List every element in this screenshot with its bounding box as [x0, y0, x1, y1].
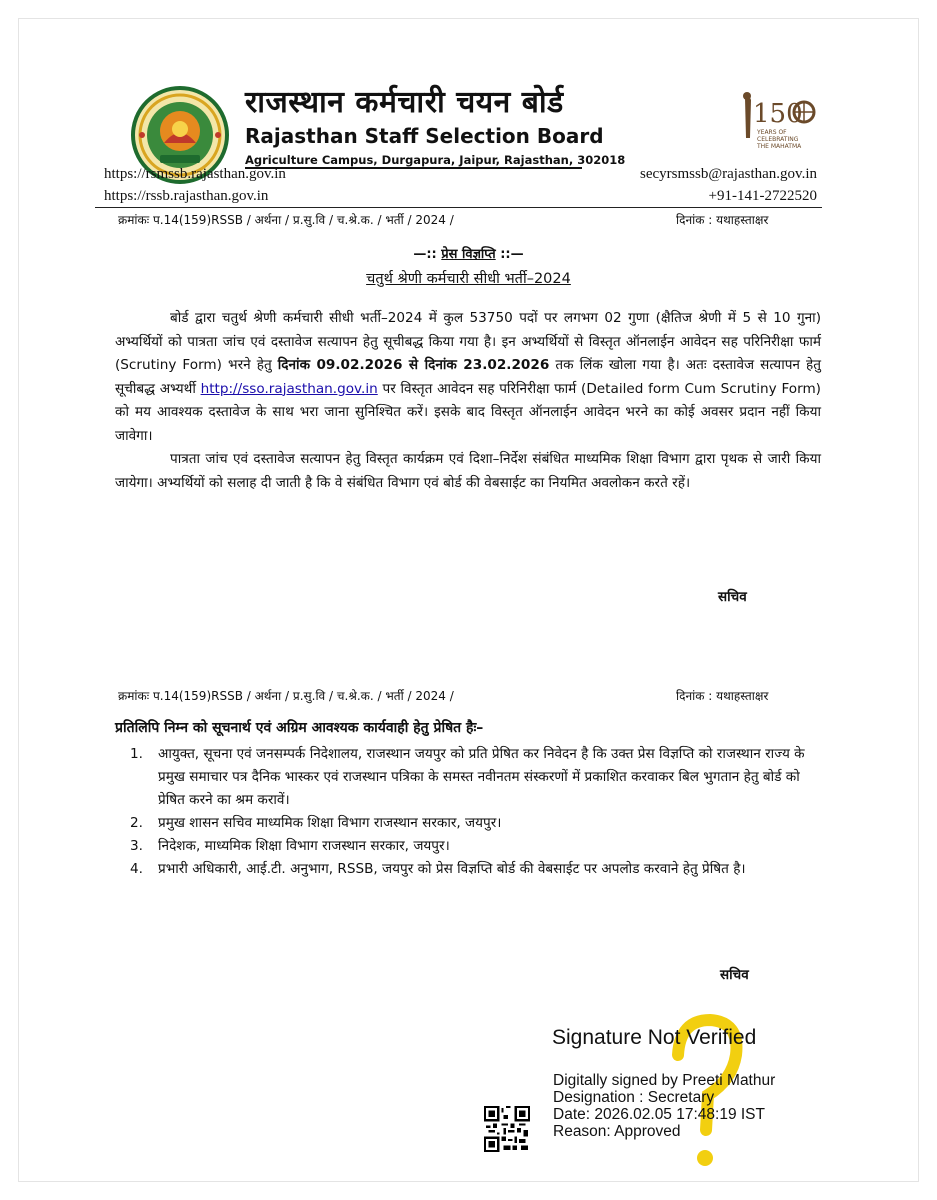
reference-date: दिनांक : यथाहस्ताक्षर [676, 213, 769, 227]
phone-number: +91-141-2722520 [708, 188, 817, 204]
website-link-2[interactable]: https://rssb.rajasthan.gov.in [104, 188, 269, 204]
anniversary-tagline-2: CELEBRATING [757, 136, 799, 143]
header-underline [245, 167, 582, 169]
sso-portal-link[interactable]: http://sso.rajasthan.gov.in [200, 380, 378, 397]
signer-designation: Designation : Secretary [553, 1089, 715, 1106]
anniversary-tagline-3: THE MAHATMA [757, 143, 802, 150]
list-item: 2. प्रमुख शासन सचिव माध्यमिक शिक्षा विभाग राजस्थान सरकार, जयपुर। [130, 815, 502, 831]
recruitment-subheading: चतुर्थ श्रेणी कर्मचारी सीधी भर्ती–2024 [366, 271, 571, 287]
org-name-english: Rajasthan Staff Selection Board [245, 124, 604, 148]
signature-details [553, 1072, 775, 1140]
copy-to-heading: प्रतिलिपि निम्न को सूचनार्थ एवं अग्रिम आवश्यक कार्यवाही हेतु प्रेषित हैः– [115, 720, 484, 736]
qr-code-icon [484, 1106, 530, 1152]
signatory-1: सचिव [718, 589, 747, 605]
scrutiny-date-range: दिनांक 09.02.2026 से दिनांक 23.02.2026 [277, 357, 550, 373]
reference-number: क्रमांकः प.14(159)RSSB / अर्थना / प्र.सु.वि / च.श्रे.क. / भर्ती / 2024 / [118, 213, 454, 227]
anniversary-logo [735, 90, 820, 155]
list-item: 4. प्रभारी अधिकारी, आई.टी. अनुभाग, RSSB, जयपुर को प्रेस विज्ञप्ति बोर्ड की वेबसाईट पर अपलोड करवाने हेतु प्रेषित है। [130, 861, 746, 877]
gandhi-150-icon [735, 90, 820, 155]
org-address: Agriculture Campus, Durgapura, Jaipur, Rajasthan, 302018 [245, 153, 626, 167]
signatory-2: सचिव [720, 967, 749, 983]
list-item: 1. आयुक्त, सूचना एवं जनसम्पर्क निदेशालय, राजस्थान जयपुर को प्रति प्रेषित कर निवेदन है कि उक्त प्रेस विज्ञप्ति को राजस्थान राज्य के प्रमुख समाचार पत्र दैनिक भास्कर एवं राजस्थान पत्रिका के समस्त नवीनतम संस्करणों में प्रकाशित करवाकर बिल भुगतान हेतु बोर्ड को प्रेषित करने का श्रम करावें। [130, 746, 805, 808]
anniversary-tagline-1: YEARS OF [757, 129, 787, 136]
website-link-1[interactable]: https://rsmssb.rajasthan.gov.in [104, 166, 286, 182]
email-link[interactable]: secyrsmssb@rajasthan.gov.in [640, 166, 817, 182]
reference-number-2: क्रमांकः प.14(159)RSSB / अर्थना / प्र.सु.वि / च.श्रे.क. / भर्ती / 2024 / [118, 689, 454, 703]
signature-date: Date: 2026.02.05 17:48:19 IST [553, 1106, 765, 1123]
anniversary-number: 150 [753, 99, 803, 129]
copy-to-list [130, 743, 822, 881]
contact-divider [95, 207, 822, 208]
press-release-title: प्रेस विज्ञप्ति [441, 247, 496, 262]
signature-reason: Reason: Approved [553, 1123, 681, 1140]
reference-date-2: दिनांक : यथाहस्ताक्षर [676, 689, 769, 703]
signed-by: Digitally signed by Preeti Mathur [553, 1072, 776, 1089]
signature-status: Signature Not Verified [552, 1026, 757, 1049]
list-item: 3. निदेशक, माध्यमिक शिक्षा विभाग राजस्थान सरकार, जयपुर। [130, 838, 450, 854]
notice-body [115, 307, 821, 495]
org-name-hindi: राजस्थान कर्मचारी चयन बोर्ड [245, 85, 564, 120]
paragraph-2: पात्रता जांच एवं दस्तावेज सत्यापन हेतु विस्तृत कार्यक्रम एवं दिशा–निर्देश संबंधित माध्यमिक शिक्षा विभाग द्वारा पृथक से जारी किया जायेगा। अभ्यर्थियों को सलाह दी जाती है कि वे संबंधित विभाग एवं बोर्ड की वेबसाईट का नियमित अवलोकन करते रहें। [115, 451, 821, 491]
press-release-heading: —:: प्रेस विज्ञप्ति ::— [413, 247, 524, 262]
paragraph-1: बोर्ड द्वारा चतुर्थ श्रेणी कर्मचारी सीधी भर्ती–2024 में कुल 53750 पदों पर लगभग 02 गुणा (क्षैतिज श्रेणी में 5 से 10 गुना) अभ्यर्थियों को पात्रता जांच एवं दस्तावेज सत्यापन हेतु सूचीबद्ध किया गया है। इन अभ्यर्थियों से विस्तृत ऑनलाईन आवेदन सह परिनिरीक्षा फार्म (Scrutiny Form) भरने हेतु दिनांक 09.02.2026 से दिनांक 23.02.2026 तक लिंक खोला गया है। अतः दस्तावेज सत्यापन हेतु सूचीबद्ध अभ्यर्थी http://sso.rajasthan.gov.in पर विस्तृत आवेदन सह परिनिरीक्षा फार्म (Detailed form Cum Scrutiny Form) को मय आवश्यक दस्तावेज के साथ भरा जाना सुनिश्चित करें। इसके बाद विस्तृत ऑनलाईन आवेदन भरने का कोई अवसर प्रदान नहीं किया जावेगा। [115, 310, 821, 444]
